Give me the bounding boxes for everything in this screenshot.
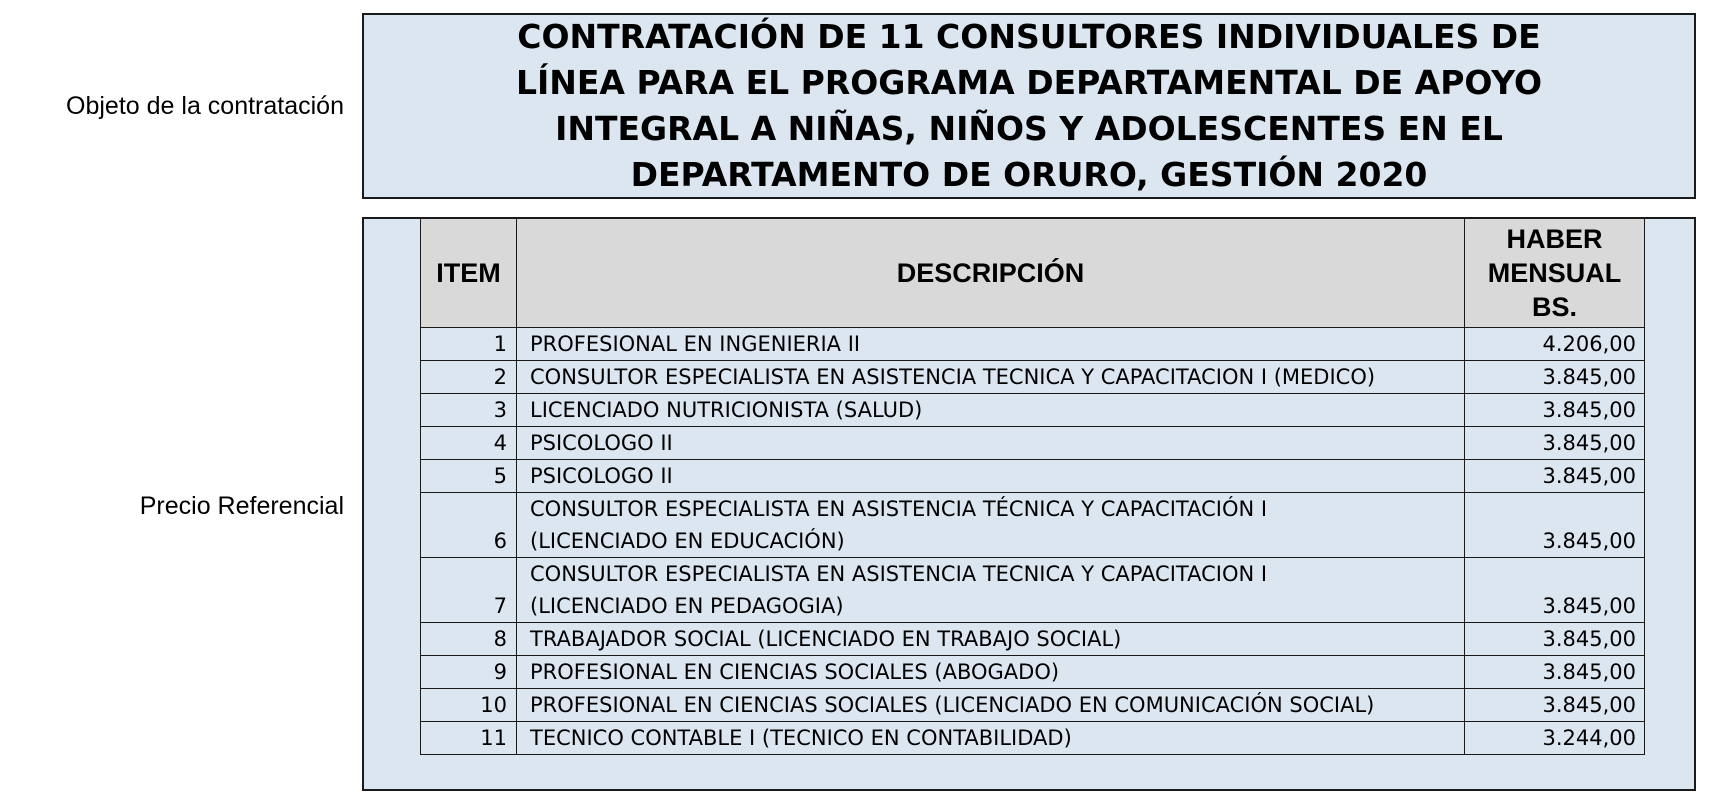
row-description bbox=[517, 558, 1465, 623]
row-description bbox=[517, 394, 1465, 427]
row-item-number: 1 bbox=[421, 328, 517, 361]
row-description bbox=[517, 460, 1465, 493]
row-item-number: 2 bbox=[421, 361, 517, 394]
contract-title: CONTRATACIÓN DE 11 CONSULTORES INDIVIDUALES DE LÍNEA PARA EL PROGRAMA DEPARTAMENTAL DE APOYO INTEGRAL A NIÑAS, NIÑOS Y ADOLESCENTES EN EL DEPARTAMENTO DE ORURO, GESTIÓN 2020 bbox=[515, 17, 1543, 194]
row-item-number: 10 bbox=[421, 689, 517, 722]
row-description-line1: PSICOLOGO II bbox=[530, 464, 673, 488]
table-row bbox=[421, 328, 1645, 361]
row-description-line1: PROFESIONAL EN CIENCIAS SOCIALES (LICENCIADO EN COMUNICACIÓN SOCIAL) bbox=[530, 693, 1375, 717]
row-item-number: 9 bbox=[421, 656, 517, 689]
row-monthly-amount: 3.845,00 bbox=[1465, 689, 1645, 722]
header-item: ITEM bbox=[421, 219, 517, 328]
table-row bbox=[421, 722, 1645, 755]
header-haber-line1: HABER bbox=[1506, 224, 1603, 254]
row-description-line1: TECNICO CONTABLE I (TECNICO EN CONTABILIDAD) bbox=[530, 726, 1072, 750]
row-description bbox=[517, 427, 1465, 460]
table-row bbox=[421, 623, 1645, 656]
precio-referencial-label: Precio Referencial bbox=[139, 492, 344, 520]
row-description bbox=[517, 689, 1465, 722]
row-description-line1: CONSULTOR ESPECIALISTA EN ASISTENCIA TÉCNICA Y CAPACITACIÓN I bbox=[530, 497, 1268, 521]
row-description bbox=[517, 361, 1465, 394]
row-item-number: 11 bbox=[421, 722, 517, 755]
row-description-line1: PROFESIONAL EN INGENIERIA II bbox=[530, 332, 861, 356]
row-description-line2: (LICENCIADO EN PEDAGOGIA) bbox=[530, 594, 844, 618]
row-description-line1: CONSULTOR ESPECIALISTA EN ASISTENCIA TECNICA Y CAPACITACION I bbox=[530, 562, 1268, 586]
header-haber-mensual bbox=[1465, 219, 1645, 328]
header-haber-line2: MENSUAL bbox=[1487, 258, 1622, 288]
row-description bbox=[517, 722, 1465, 755]
row-description bbox=[517, 656, 1465, 689]
header-descripcion: DESCRIPCIÓN bbox=[517, 219, 1465, 328]
row-monthly-amount: 3.845,00 bbox=[1465, 427, 1645, 460]
row-monthly-amount: 3.845,00 bbox=[1465, 394, 1645, 427]
price-table bbox=[420, 218, 1645, 755]
row-description bbox=[517, 493, 1465, 558]
row-description-line1: PSICOLOGO II bbox=[530, 431, 673, 455]
precio-referencial-box bbox=[362, 217, 1696, 791]
row-description-line1: LICENCIADO NUTRICIONISTA (SALUD) bbox=[530, 398, 923, 422]
row-item-number: 8 bbox=[421, 623, 517, 656]
row-description bbox=[517, 623, 1465, 656]
row-monthly-amount: 3.845,00 bbox=[1465, 623, 1645, 656]
row-monthly-amount: 3.244,00 bbox=[1465, 722, 1645, 755]
row-item-number: 3 bbox=[421, 394, 517, 427]
row-description-line1: PROFESIONAL EN CIENCIAS SOCIALES (ABOGADO) bbox=[530, 660, 1060, 684]
header-haber-line3: BS. bbox=[1531, 292, 1577, 322]
row-description-line1: TRABAJADOR SOCIAL (LICENCIADO EN TRABAJO SOCIAL) bbox=[530, 627, 1122, 651]
table-header-row bbox=[421, 219, 1645, 328]
row-item-number: 4 bbox=[421, 427, 517, 460]
objeto-title-box bbox=[362, 13, 1696, 199]
row-item-number: 7 bbox=[421, 558, 517, 623]
row-monthly-amount: 3.845,00 bbox=[1465, 656, 1645, 689]
row-monthly-amount: 3.845,00 bbox=[1465, 558, 1645, 623]
row-monthly-amount: 3.845,00 bbox=[1465, 361, 1645, 394]
table-row bbox=[421, 493, 1645, 558]
table-row bbox=[421, 361, 1645, 394]
row-monthly-amount: 4.206,00 bbox=[1465, 328, 1645, 361]
row-description-line1: CONSULTOR ESPECIALISTA EN ASISTENCIA TECNICA Y CAPACITACION I (MEDICO) bbox=[530, 365, 1376, 389]
table-row bbox=[421, 689, 1645, 722]
table-row bbox=[421, 460, 1645, 493]
objeto-label: Objeto de la contratación bbox=[66, 92, 344, 120]
table-row bbox=[421, 558, 1645, 623]
row-item-number: 5 bbox=[421, 460, 517, 493]
row-description bbox=[517, 328, 1465, 361]
table-row bbox=[421, 394, 1645, 427]
table-row bbox=[421, 427, 1645, 460]
table-row bbox=[421, 656, 1645, 689]
row-description-line2: (LICENCIADO EN EDUCACIÓN) bbox=[530, 529, 845, 553]
row-monthly-amount: 3.845,00 bbox=[1465, 493, 1645, 558]
row-item-number: 6 bbox=[421, 493, 517, 558]
row-monthly-amount: 3.845,00 bbox=[1465, 460, 1645, 493]
